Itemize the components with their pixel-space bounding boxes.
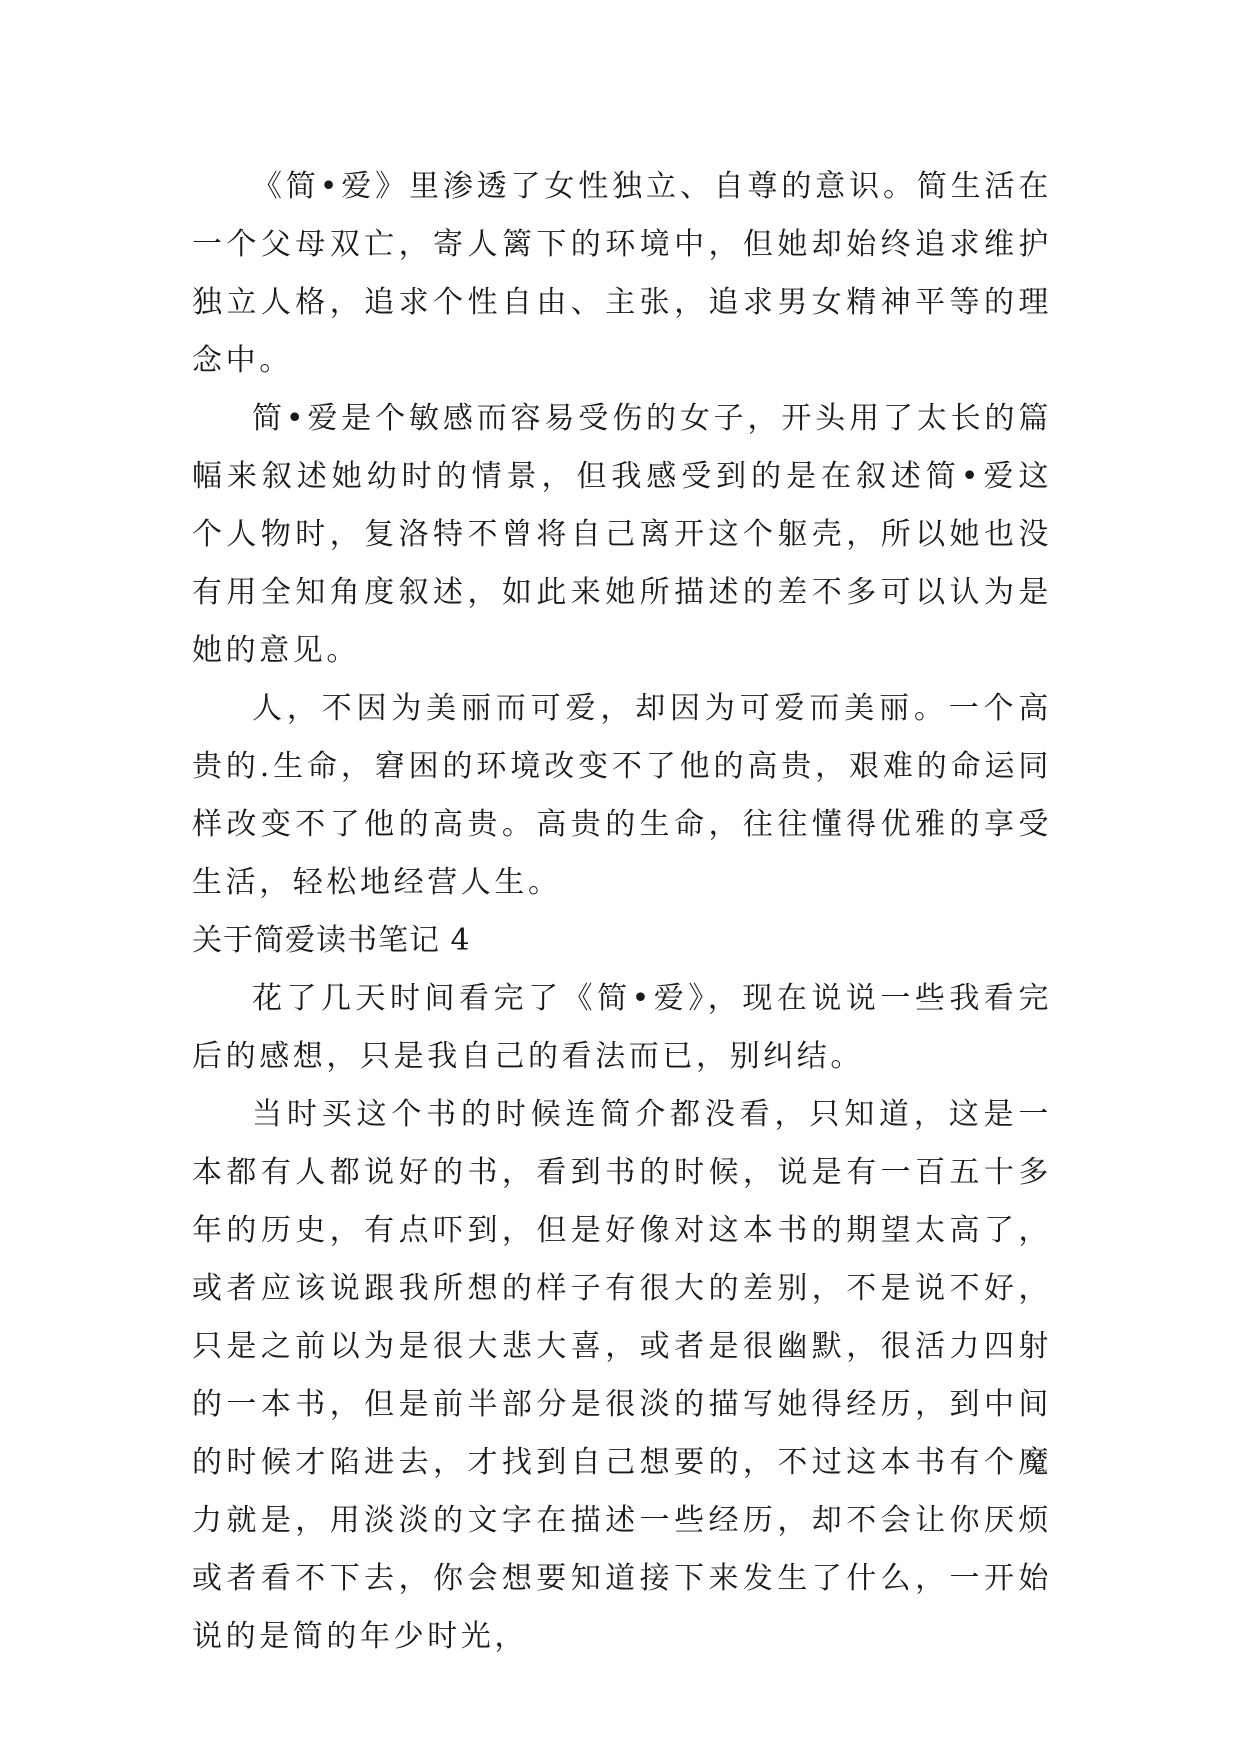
paragraph-beauty: 人，不因为美丽而可爱，却因为可爱而美丽。一个高贵的.生命，窘困的环境改变不了他的高贵，艰难的命运同样改变不了他的高贵。高贵的生命，往往懂得优雅的享受生活，轻松地经营人生。 xyxy=(192,691,1052,900)
section-heading: 关于简爱读书笔记 4 xyxy=(192,923,471,958)
paragraph-sensitive-woman: 简•爱是个敏感而容易受伤的女子，开头用了太长的篇幅来叙述她幼时的情景，但我感受到的是在叙述简•爱这个人物时，复洛特不曾将自己离开这个躯壳，所以她也没有用全知角度叙述，如此来她所描述的差不多可以认为是她的意见。 xyxy=(192,401,1052,668)
document-page xyxy=(192,158,1052,1666)
paragraph-finished-reading: 花了几天时间看完了《简•爱》，现在说说一些我看完后的感想，只是我自己的看法而已，别纠结。 xyxy=(192,981,1052,1074)
paragraph-buying-book: 当时买这个书的时候连简介都没看，只知道，这是一本都有人都说好的书，看到书的时候，说是有一百五十多年的历史，有点吓到，但是好像对这本书的期望太高了，或者应该说跟我所想的样子有很大的差别，不是说不好，只是之前以为是很大悲大喜，或者是很幽默，很活力四射的一本书，但是前半部分是很淡的描写她得经历，到中间的时候才陷进去，才找到自己想要的，不过这本书有个魔力就是，用淡淡的文字在描述一些经历，却不会让你厌烦或者看不下去，你会想要知道接下来发生了什么，一开始说的是简的年少时光， xyxy=(192,1097,1052,1654)
paragraph-independence: 《简•爱》里渗透了女性独立、自尊的意识。简生活在一个父母双亡，寄人篱下的环境中，但她却始终追求维护独立人格，追求个性自由、主张，追求男女精神平等的理念中。 xyxy=(192,169,1052,378)
